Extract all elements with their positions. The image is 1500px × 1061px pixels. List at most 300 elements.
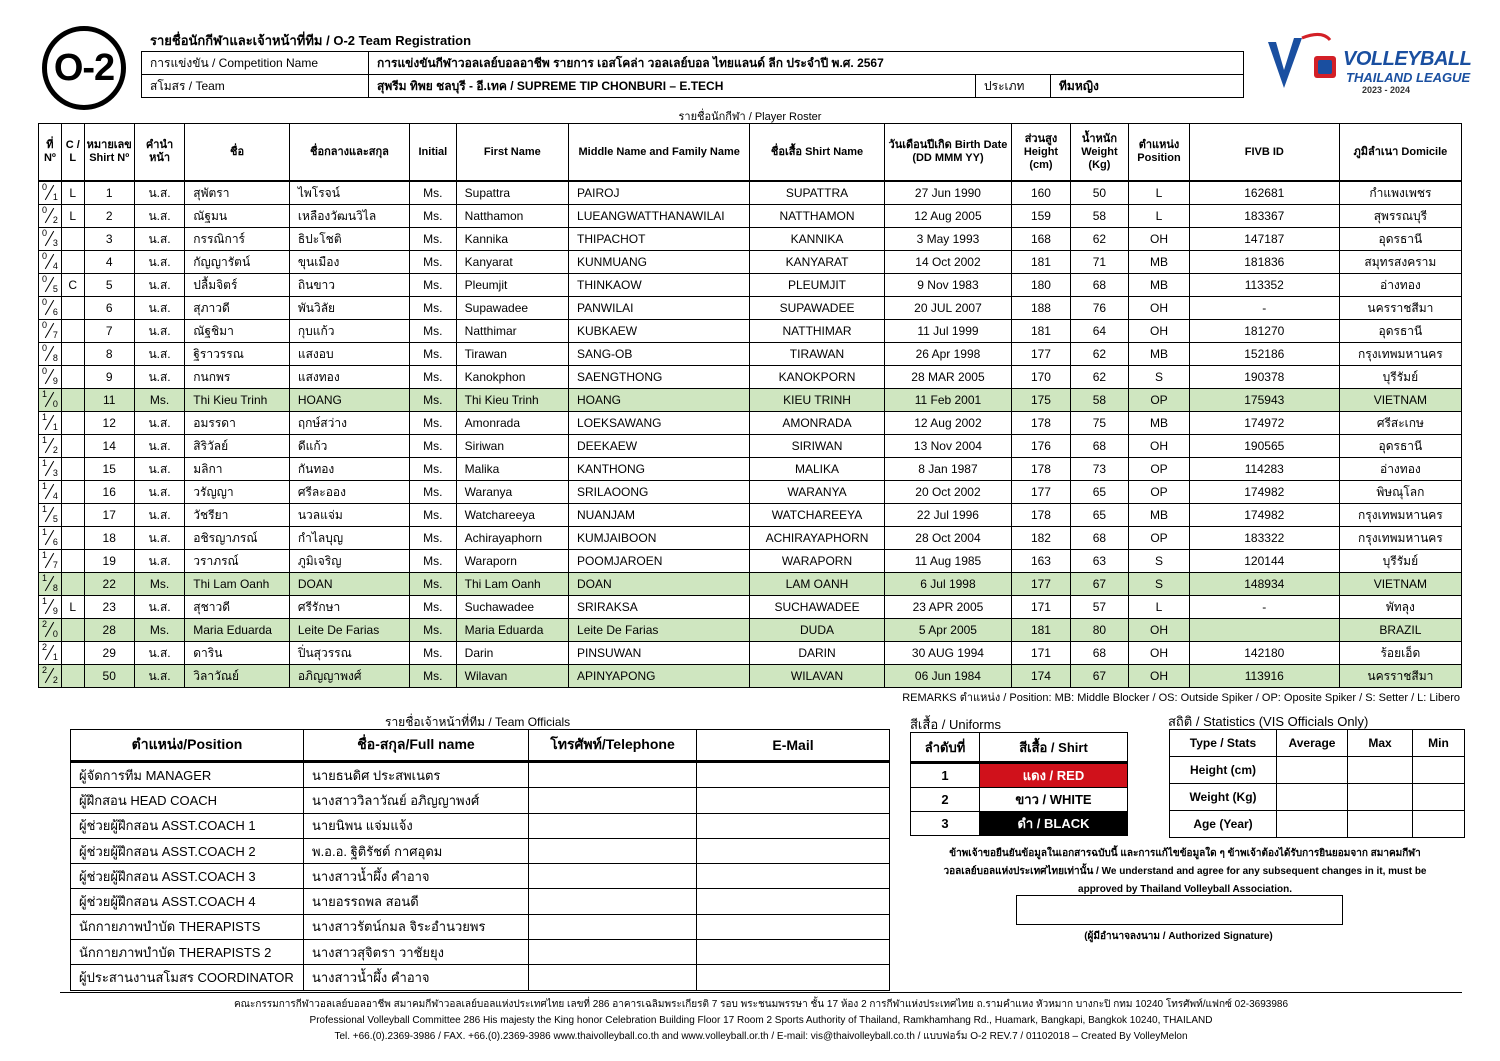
- fivb-id: -: [1189, 596, 1339, 619]
- player-number-tens: 1: [41, 527, 47, 537]
- thai-surname: ปิ่นสุวรรณ: [289, 642, 409, 665]
- official-name: นางสาววิลาวัณย์ อภิญญาพงศ์: [304, 788, 529, 813]
- uniform-shirt-color: แดง / RED: [980, 763, 1128, 788]
- player-number-cell: [39, 619, 62, 642]
- family-name: SRIRAKSA: [569, 596, 750, 619]
- col-prefix: คำนำหน้า: [134, 124, 184, 182]
- player-row: [39, 665, 1462, 688]
- position: OP: [1129, 527, 1190, 550]
- official-row: [71, 762, 890, 788]
- weight: 58: [1070, 205, 1128, 228]
- name-prefix: Ms.: [134, 619, 184, 642]
- player-number-cell: [39, 596, 62, 619]
- name-prefix: น.ส.: [134, 504, 184, 527]
- official-row: [71, 838, 890, 863]
- birth-date: 12 Aug 2005: [884, 205, 1012, 228]
- player-number: [41, 527, 59, 547]
- uniform-order: 2: [911, 788, 980, 812]
- birth-date: 11 Feb 2001: [884, 389, 1012, 412]
- first-name: Kannika: [456, 228, 568, 251]
- shirt-number: 8: [84, 343, 134, 366]
- shirt-number: 1: [84, 181, 134, 205]
- shirt-number: 23: [84, 596, 134, 619]
- family-name: PANWILAI: [569, 297, 750, 320]
- position: OH: [1129, 642, 1190, 665]
- initial: Ms.: [410, 412, 457, 435]
- official-name: นายอรรถพล สอนดี: [304, 889, 529, 914]
- domicile: BRAZIL: [1339, 619, 1461, 642]
- domicile: อุดรธานี: [1339, 320, 1461, 343]
- shirt-name: NATTHAMON: [750, 205, 884, 228]
- height: 174: [1012, 665, 1070, 688]
- height: 178: [1012, 504, 1070, 527]
- height: 178: [1012, 458, 1070, 481]
- official-phone: [529, 965, 697, 990]
- player-number-tens: 0: [41, 274, 47, 284]
- official-email: [697, 914, 890, 939]
- position: S: [1129, 550, 1190, 573]
- shirt-number: 9: [84, 366, 134, 389]
- initial: Ms.: [410, 573, 457, 596]
- thai-surname: พันวิลัย: [289, 297, 409, 320]
- player-number: [41, 458, 59, 478]
- thai-surname: ถินขาว: [289, 274, 409, 297]
- player-number-tens: 1: [41, 573, 47, 583]
- player-number-tens: 0: [41, 343, 47, 353]
- player-number-cell: [39, 320, 62, 343]
- col-no: ที่ Nº: [39, 124, 62, 182]
- player-number-units: 7: [52, 330, 58, 340]
- position: MB: [1129, 274, 1190, 297]
- name-prefix: น.ส.: [134, 205, 184, 228]
- official-row: [71, 914, 890, 939]
- birth-date: 22 Jul 1996: [884, 504, 1012, 527]
- player-number-cell: [39, 251, 62, 274]
- player-roster-table: [38, 123, 1462, 688]
- family-name: SAENGTHONG: [569, 366, 750, 389]
- birth-date: 6 Jul 1998: [884, 573, 1012, 596]
- col-stats-max: Max: [1348, 730, 1413, 757]
- captain-libero: [61, 458, 84, 481]
- name-prefix: น.ส.: [134, 665, 184, 688]
- thai-first-name: ปลื้มจิตร์: [185, 274, 290, 297]
- competition-info-table: [141, 51, 1244, 98]
- competition-label: การแข่งขัน / Competition Name: [142, 52, 369, 75]
- official-position: นักกายภาพบำบัด THERAPISTS 2: [71, 940, 304, 965]
- shirt-number: 14: [84, 435, 134, 458]
- shirt-number: 6: [84, 297, 134, 320]
- shirt-name: WATCHAREEYA: [750, 504, 884, 527]
- player-number-cell: [39, 389, 62, 412]
- col-stats-average: Average: [1277, 730, 1348, 757]
- thai-surname: ไพโรจน์: [289, 181, 409, 205]
- player-number-units: 3: [52, 468, 58, 478]
- weight: 73: [1070, 458, 1128, 481]
- height: 175: [1012, 389, 1070, 412]
- domicile: กรุงเทพมหานคร: [1339, 504, 1461, 527]
- domicile: VIETNAM: [1339, 389, 1461, 412]
- stats-average: [1277, 784, 1348, 811]
- thai-surname: ศรีรักษา: [289, 596, 409, 619]
- player-number-units: 2: [52, 675, 58, 685]
- initial: Ms.: [410, 205, 457, 228]
- thai-surname: อภิญญาพงศ์: [289, 665, 409, 688]
- col-name-th: ชื่อ: [185, 124, 290, 182]
- official-position: ผู้ฝึกสอน HEAD COACH: [71, 788, 304, 813]
- thai-first-name: กัญญารัตน์: [185, 251, 290, 274]
- name-prefix: น.ส.: [134, 642, 184, 665]
- first-name: Wilavan: [456, 665, 568, 688]
- player-number: [41, 274, 59, 294]
- birth-date: 11 Aug 1985: [884, 550, 1012, 573]
- position: L: [1129, 181, 1190, 205]
- officials-caption: รายชื่อเจ้าหน้าที่ทีม / Team Officials: [385, 715, 571, 729]
- family-name: SANG-OB: [569, 343, 750, 366]
- col-birth-date: วันเดือนปีเกิด Birth Date (DD MMM YY): [884, 124, 1012, 182]
- official-name: พ.อ.อ. ฐิติรัชต์ กาศอุดม: [304, 838, 529, 863]
- weight: 68: [1070, 274, 1128, 297]
- height: 170: [1012, 366, 1070, 389]
- name-prefix: น.ส.: [134, 343, 184, 366]
- thai-first-name: มลิกา: [185, 458, 290, 481]
- signature-box[interactable]: [1016, 895, 1343, 925]
- player-row: [39, 596, 1462, 619]
- name-prefix: น.ส.: [134, 550, 184, 573]
- domicile: อ่างทอง: [1339, 458, 1461, 481]
- height: 180: [1012, 274, 1070, 297]
- name-prefix: น.ส.: [134, 458, 184, 481]
- name-prefix: น.ส.: [134, 435, 184, 458]
- captain-libero: [61, 573, 84, 596]
- captain-libero: [61, 228, 84, 251]
- player-row: [39, 573, 1462, 596]
- official-phone: [529, 864, 697, 889]
- height: 159: [1012, 205, 1070, 228]
- official-phone: [529, 914, 697, 939]
- name-prefix: Ms.: [134, 389, 184, 412]
- player-row: [39, 435, 1462, 458]
- player-number: [41, 504, 59, 524]
- stats-type: Height (cm): [1170, 757, 1277, 784]
- player-number-cell: [39, 665, 62, 688]
- domicile: กรุงเทพมหานคร: [1339, 343, 1461, 366]
- initial: Ms.: [410, 435, 457, 458]
- domicile: สุพรรณบุรี: [1339, 205, 1461, 228]
- captain-libero: L: [61, 181, 84, 205]
- uniform-order: 1: [911, 763, 980, 788]
- thai-first-name: Thi Lam Oanh: [185, 573, 290, 596]
- first-name: Thi Kieu Trinh: [456, 389, 568, 412]
- stats-row: [1170, 811, 1465, 838]
- captain-libero: [61, 504, 84, 527]
- agreement-line-3: approved by Thailand Volleyball Association.: [1078, 884, 1292, 895]
- player-row: [39, 642, 1462, 665]
- player-number-cell: [39, 435, 62, 458]
- family-name: THIPACHOT: [569, 228, 750, 251]
- weight: 68: [1070, 435, 1128, 458]
- captain-libero: L: [61, 205, 84, 228]
- family-name: KUMJAIBOON: [569, 527, 750, 550]
- first-name: Suchawadee: [456, 596, 568, 619]
- shirt-number: 18: [84, 527, 134, 550]
- captain-libero: [61, 527, 84, 550]
- official-email: [697, 965, 890, 990]
- official-row: [71, 864, 890, 889]
- player-number-units: 0: [52, 399, 58, 409]
- initial: Ms.: [410, 320, 457, 343]
- official-name: นายนิพน แจ่มแจ้ง: [304, 813, 529, 838]
- player-number-cell: [39, 228, 62, 251]
- thai-first-name: สุพัตรา: [185, 181, 290, 205]
- weight: 62: [1070, 343, 1128, 366]
- stats-min: [1413, 757, 1465, 784]
- stats-min: [1413, 811, 1465, 838]
- height: 160: [1012, 181, 1070, 205]
- family-name: KANTHONG: [569, 458, 750, 481]
- team-value: สุพรีม ทิพย ชลบุรี - อี.เทค / SUPREME TIP CHONBURI – E.TECH: [369, 75, 976, 98]
- uniform-order: 3: [911, 812, 980, 836]
- name-prefix: น.ส.: [134, 366, 184, 389]
- fivb-id: 113352: [1189, 274, 1339, 297]
- birth-date: 13 Nov 2004: [884, 435, 1012, 458]
- uniform-row: [911, 812, 1128, 836]
- domicile: ร้อยเอ็ด: [1339, 642, 1461, 665]
- height: 181: [1012, 320, 1070, 343]
- player-number-units: 3: [52, 238, 58, 248]
- first-name: Kanyarat: [456, 251, 568, 274]
- captain-libero: [61, 550, 84, 573]
- name-prefix: น.ส.: [134, 596, 184, 619]
- domicile: นครราชสีมา: [1339, 665, 1461, 688]
- position: MB: [1129, 251, 1190, 274]
- official-phone: [529, 940, 697, 965]
- player-number-units: 7: [52, 560, 58, 570]
- initial: Ms.: [410, 343, 457, 366]
- shirt-name: NATTHIMAR: [750, 320, 884, 343]
- domicile: นครราชสีมา: [1339, 297, 1461, 320]
- position: OH: [1129, 435, 1190, 458]
- player-number: [41, 642, 59, 662]
- roster-caption: รายชื่อนักกีฬา / Player Roster: [678, 111, 822, 123]
- player-number-units: 5: [52, 514, 58, 524]
- player-number-tens: 0: [41, 251, 47, 261]
- player-number-units: 6: [52, 307, 58, 317]
- stats-type: Age (Year): [1170, 811, 1277, 838]
- player-number-cell: [39, 527, 62, 550]
- first-name: Darin: [456, 642, 568, 665]
- first-name: Thi Lam Oanh: [456, 573, 568, 596]
- competition-value: การแข่งขันกีฬาวอลเลย์บอลอาชีพ รายการ เอสโคล่า วอลเลย์บอล ไทยแลนด์ ลีก ประจำปี พ.ศ. 2567: [369, 52, 1244, 75]
- first-name: Pleumjit: [456, 274, 568, 297]
- initial: Ms.: [410, 458, 457, 481]
- player-number: [41, 619, 59, 639]
- official-position: ผู้จัดการทีม MANAGER: [71, 762, 304, 788]
- player-row: [39, 297, 1462, 320]
- col-family-name: Middle Name and Family Name: [569, 124, 750, 182]
- official-position: ผู้ประสานงานสโมสร COORDINATOR: [71, 965, 304, 990]
- player-number: [41, 205, 59, 225]
- weight: 62: [1070, 228, 1128, 251]
- player-row: [39, 389, 1462, 412]
- fivb-id: -: [1189, 297, 1339, 320]
- position: MB: [1129, 504, 1190, 527]
- player-number-units: 1: [52, 422, 58, 432]
- thai-surname: HOANG: [289, 389, 409, 412]
- domicile: VIETNAM: [1339, 573, 1461, 596]
- height: 182: [1012, 527, 1070, 550]
- shirt-name: AMONRADA: [750, 412, 884, 435]
- birth-date: 14 Oct 2002: [884, 251, 1012, 274]
- official-email: [697, 838, 890, 863]
- player-row: [39, 550, 1462, 573]
- captain-libero: C: [61, 274, 84, 297]
- initial: Ms.: [410, 481, 457, 504]
- shirt-name: KANYARAT: [750, 251, 884, 274]
- team-officials-table: [70, 729, 890, 991]
- first-name: Siriwan: [456, 435, 568, 458]
- domicile: กรุงเทพมหานคร: [1339, 527, 1461, 550]
- weight: 68: [1070, 642, 1128, 665]
- captain-libero: [61, 619, 84, 642]
- fivb-id: 190565: [1189, 435, 1339, 458]
- name-prefix: น.ส.: [134, 297, 184, 320]
- col-position: ตำแหน่ง Position: [1129, 124, 1190, 182]
- height: 178: [1012, 412, 1070, 435]
- height: 177: [1012, 573, 1070, 596]
- stats-max: [1348, 757, 1413, 784]
- fivb-id: 162681: [1189, 181, 1339, 205]
- initial: Ms.: [410, 297, 457, 320]
- first-name: Supattra: [456, 181, 568, 205]
- stats-min: [1413, 784, 1465, 811]
- weight: 67: [1070, 573, 1128, 596]
- official-phone: [529, 889, 697, 914]
- birth-date: 5 Apr 2005: [884, 619, 1012, 642]
- player-number: [41, 665, 59, 685]
- form-badge: O-2: [42, 26, 126, 110]
- height: 171: [1012, 642, 1070, 665]
- height: 171: [1012, 596, 1070, 619]
- fivb-id: 113916: [1189, 665, 1339, 688]
- col-stats-min: Min: [1413, 730, 1465, 757]
- fivb-id: 152186: [1189, 343, 1339, 366]
- thai-first-name: สุภาวดี: [185, 297, 290, 320]
- initial: Ms.: [410, 251, 457, 274]
- first-name: Waranya: [456, 481, 568, 504]
- col-weight: น้ำหนัก Weight (Kg): [1070, 124, 1128, 182]
- initial: Ms.: [410, 274, 457, 297]
- weight: 64: [1070, 320, 1128, 343]
- stats-average: [1277, 811, 1348, 838]
- official-email: [697, 813, 890, 838]
- player-number-units: 4: [52, 491, 58, 501]
- position: OH: [1129, 320, 1190, 343]
- official-row: [71, 965, 890, 990]
- captain-libero: [61, 297, 84, 320]
- birth-date: 12 Aug 2002: [884, 412, 1012, 435]
- initial: Ms.: [410, 366, 457, 389]
- player-row: [39, 228, 1462, 251]
- birth-date: 26 Apr 1998: [884, 343, 1012, 366]
- birth-date: 28 MAR 2005: [884, 366, 1012, 389]
- shirt-name: WARAPORN: [750, 550, 884, 573]
- shirt-name: SUCHAWADEE: [750, 596, 884, 619]
- uniform-shirt-color: ขาว / WHITE: [980, 788, 1128, 812]
- official-name: นางสาวสุจิตรา วาชัยยุง: [304, 940, 529, 965]
- player-number-cell: [39, 297, 62, 320]
- thai-first-name: Thi Kieu Trinh: [185, 389, 290, 412]
- col-stats-type: Type / Stats: [1170, 730, 1277, 757]
- shirt-name: KANNIKA: [750, 228, 884, 251]
- captain-libero: [61, 389, 84, 412]
- thai-surname: เหลืองวัฒนวิไล: [289, 205, 409, 228]
- name-prefix: น.ส.: [134, 527, 184, 550]
- player-number: [41, 228, 59, 248]
- birth-date: 3 May 1993: [884, 228, 1012, 251]
- initial: Ms.: [410, 642, 457, 665]
- name-prefix: น.ส.: [134, 320, 184, 343]
- player-number-units: 2: [52, 445, 58, 455]
- shirt-number: 29: [84, 642, 134, 665]
- player-row: [39, 527, 1462, 550]
- official-email: [697, 788, 890, 813]
- family-name: DEEKAEW: [569, 435, 750, 458]
- shirt-number: 17: [84, 504, 134, 527]
- weight: 71: [1070, 251, 1128, 274]
- footer-divider: [60, 992, 1462, 993]
- initial: Ms.: [410, 389, 457, 412]
- birth-date: 27 Jun 1990: [884, 181, 1012, 205]
- weight: 75: [1070, 412, 1128, 435]
- captain-libero: [61, 366, 84, 389]
- shirt-number: 50: [84, 665, 134, 688]
- fivb-id: 181270: [1189, 320, 1339, 343]
- shirt-name: KIEU TRINH: [750, 389, 884, 412]
- shirt-number: 12: [84, 412, 134, 435]
- thai-surname: นวลแจ่ม: [289, 504, 409, 527]
- family-name: Leite De Farias: [569, 619, 750, 642]
- captain-libero: [61, 665, 84, 688]
- col-official-name: ชื่อ-สกุล/Full name: [304, 730, 529, 762]
- position: MB: [1129, 343, 1190, 366]
- thai-first-name: ณัฐชิมา: [185, 320, 290, 343]
- agreement-line-1: ข้าพเจ้าขอยืนยันข้อมูลในเอกสารฉบับนี้ และการแก้ไขข้อมูลใด ๆ ข้าพเจ้าต้องได้รับการยินยอมจาก สมาคมกีฬา: [949, 848, 1421, 859]
- stats-max: [1348, 784, 1413, 811]
- thai-surname: ขุนเมือง: [289, 251, 409, 274]
- player-number: [41, 389, 59, 409]
- official-email: [697, 864, 890, 889]
- birth-date: 8 Jan 1987: [884, 458, 1012, 481]
- fivb-id: 181836: [1189, 251, 1339, 274]
- first-name: Tirawan: [456, 343, 568, 366]
- player-row: [39, 320, 1462, 343]
- player-number-units: 9: [52, 376, 58, 386]
- type-value: ทีมหญิง: [1051, 75, 1244, 98]
- domicile: อ่างทอง: [1339, 274, 1461, 297]
- player-number-cell: [39, 504, 62, 527]
- official-position: ผู้ช่วยผู้ฝึกสอน ASST.COACH 2: [71, 838, 304, 863]
- player-row: [39, 274, 1462, 297]
- family-name: LUEANGWATTHANAWILAI: [569, 205, 750, 228]
- statistics-table: [1169, 729, 1465, 838]
- shirt-number: 16: [84, 481, 134, 504]
- shirt-name: TIRAWAN: [750, 343, 884, 366]
- family-name: KUNMUANG: [569, 251, 750, 274]
- col-initial: Initial: [410, 124, 457, 182]
- col-fivb-id: FIVB ID: [1189, 124, 1339, 182]
- domicile: บุรีรัมย์: [1339, 550, 1461, 573]
- captain-libero: [61, 435, 84, 458]
